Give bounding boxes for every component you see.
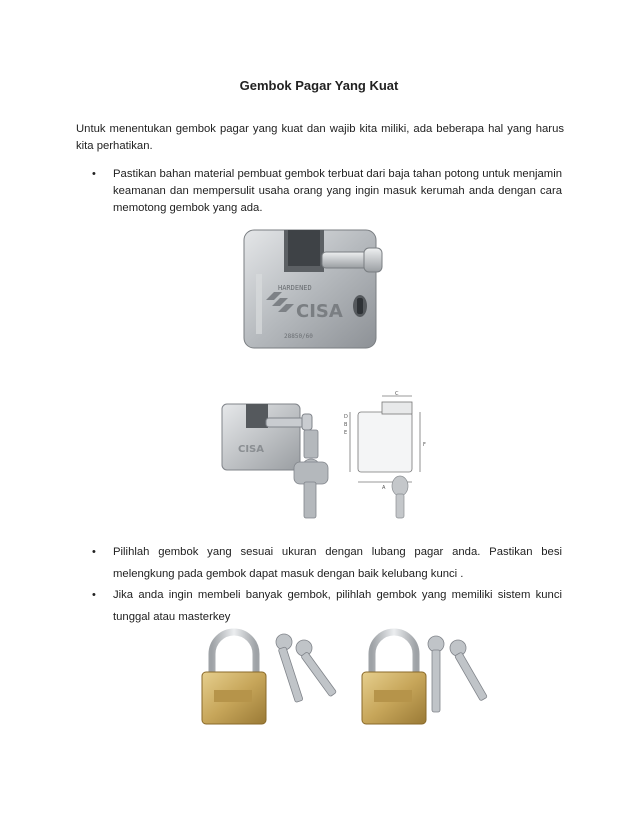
dim-label: A — [382, 485, 386, 491]
engraving-bottom: 28850/60 — [284, 333, 313, 340]
dim-label: B — [344, 422, 348, 428]
bullet-marker: • — [92, 546, 96, 558]
brass-padlock-left — [202, 632, 337, 724]
list-item-text: Jika anda ingin membeli banyak gembok, pilihlah gembok yang memiliki sistem kunci tunggal atau masterkey — [113, 589, 562, 623]
bullet-marker: • — [92, 168, 96, 180]
page-title: Gembok Pagar Yang Kuat — [239, 78, 399, 93]
intro-paragraph: Untuk menentukan gembok pagar yang kuat dan wajib kita miliki, ada beberapa hal yang harus kita perhatikan. — [76, 123, 564, 152]
dim-label: C — [395, 391, 399, 397]
cisa-padlock-image — [238, 222, 388, 354]
svg-text:CISA: CISA — [238, 444, 265, 455]
bullet-marker: • — [92, 589, 96, 601]
dim-label: F — [423, 442, 426, 448]
dim-label: E — [344, 430, 348, 436]
list-item-text: Pilihlah gembok yang sesuai ukuran dengan lubang pagar anda. Pastikan besi melengkung pada gembok dapat masuk dengan baik kelubang kunci . — [113, 546, 562, 580]
brass-padlock-right — [362, 632, 487, 724]
dim-label: D — [344, 414, 348, 420]
list-item-text: Pastikan bahan material pembuat gembok terbuat dari baja tahan potong untuk menjamin keamanan dan mempersulit usaha orang yang ingin masuk kerumah anda dengan cara memotong gembok yang ada. — [113, 168, 562, 214]
padlock-diagram-image — [220, 390, 442, 530]
brand-label: CISA — [296, 301, 343, 322]
brass-padlocks-image — [200, 628, 490, 728]
engraving-top: HARDENED — [278, 284, 312, 292]
